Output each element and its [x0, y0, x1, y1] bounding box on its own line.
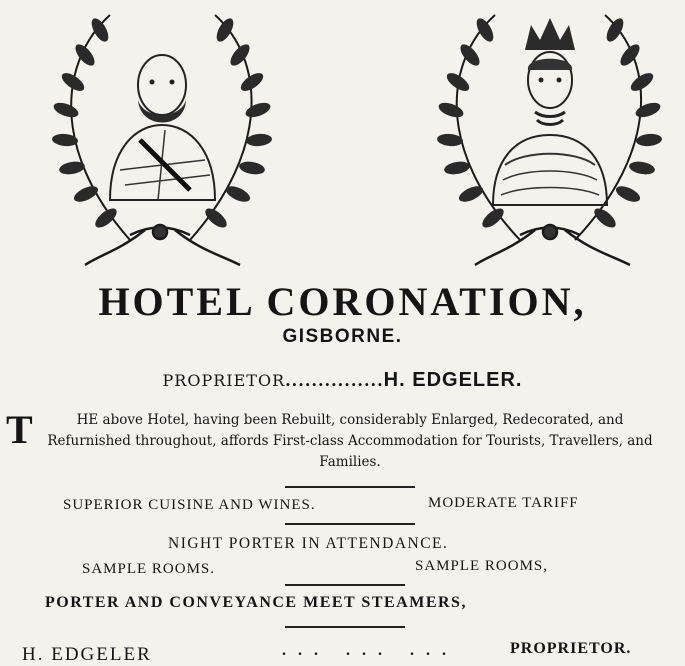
king-portrait-icon — [40, 0, 280, 275]
tariff-text: MODERATE TARIFF — [428, 495, 579, 511]
night-porter-text: NIGHT PORTER IN ATTENDANCE. — [168, 535, 449, 552]
location-heading: GISBORNE. — [282, 326, 403, 347]
cuisine-text: SUPERIOR CUISINE AND WINES. — [63, 497, 316, 513]
divider — [285, 584, 405, 586]
queen-portrait-icon — [425, 0, 670, 275]
porter-conveyance-text: PORTER AND CONVEYANCE MEET STEAMERS, — [45, 594, 467, 611]
footer-role: PROPRIETOR. — [510, 640, 632, 657]
proprietor-line — [0, 369, 685, 392]
drop-cap: T — [6, 407, 33, 452]
proprietor-name: H. EDGELER. — [383, 369, 523, 391]
proprietor-label: PROPRIETOR — [162, 371, 286, 390]
divider — [285, 523, 415, 525]
divider — [285, 486, 415, 488]
sample-rooms-right-text: SAMPLE ROOMS, — [415, 558, 549, 574]
description-paragraph: HE above Hotel, having been Rebuilt, considerably Enlarged, Redecorated, and Refurnished throughout, affords First-class Accommodation for Tourists, Travellers, and Families. — [47, 412, 653, 470]
footer-name: H. EDGELER — [22, 644, 152, 665]
hotel-name-heading: HOTEL CORONATION, — [98, 279, 587, 324]
footer-dots: ... ... ... — [282, 642, 458, 659]
sample-rooms-left-text: SAMPLE ROOMS. — [82, 561, 216, 577]
divider — [285, 626, 405, 628]
proprietor-leader: ............... — [285, 371, 384, 390]
